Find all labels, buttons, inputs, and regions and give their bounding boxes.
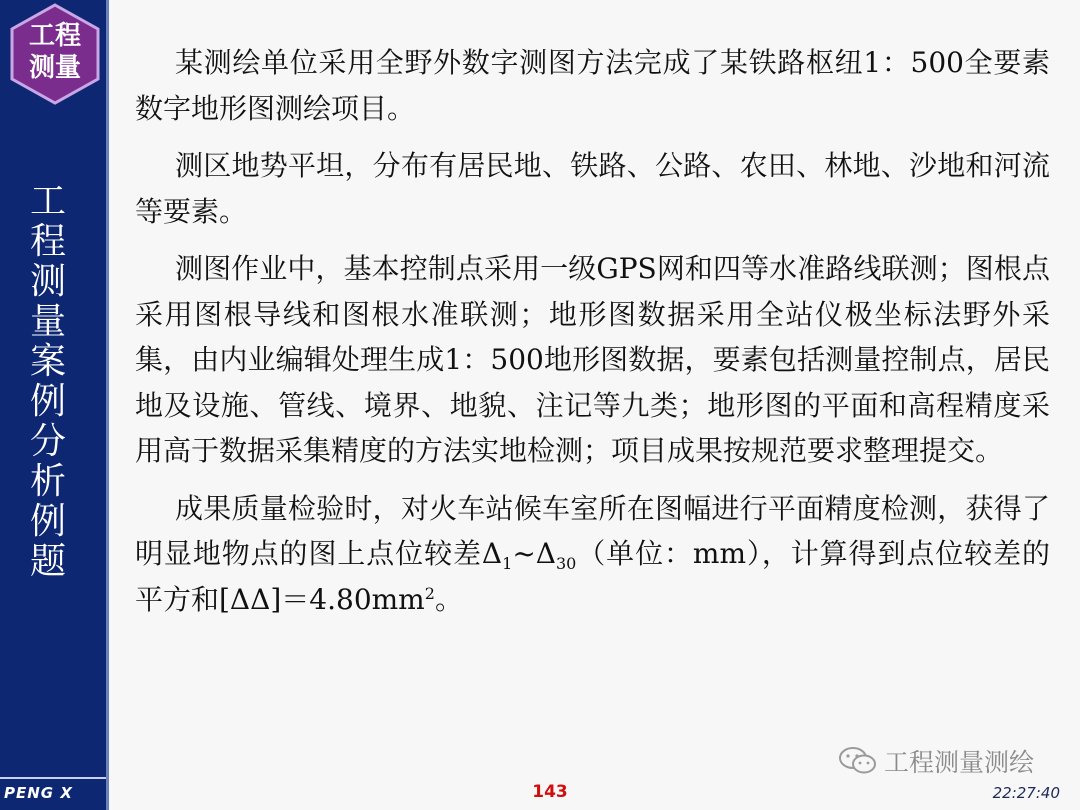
paragraph-4-text-d: 。 <box>434 582 463 616</box>
paragraph-4 <box>135 486 1050 623</box>
badge-line-2: 测量 <box>28 53 81 83</box>
vertical-title-char: 例 <box>29 501 66 542</box>
badge-line-1: 工程 <box>28 21 81 51</box>
timestamp: 22:27:40 <box>992 784 1060 802</box>
vertical-title-char: 量 <box>29 301 66 342</box>
paragraph-4-text-c: （单位：mm），计算得到点位较差的平方和[ΔΔ]＝4.80mm <box>135 537 1050 616</box>
vertical-title <box>20 182 76 582</box>
watermark <box>838 744 1034 778</box>
superscript-2: 2 <box>424 583 435 603</box>
sidebar-edge <box>106 0 109 810</box>
vertical-title-char: 程 <box>29 221 66 262</box>
subscript-1: 1 <box>502 554 513 573</box>
vertical-title-char: 工 <box>29 181 66 222</box>
vertical-title-char: 案 <box>29 341 66 382</box>
paragraph-2: 测区地势平坦，分布有居民地、铁路、公路、农田、林地、沙地和河流等要素。 <box>135 149 1050 228</box>
subscript-30: 30 <box>556 554 577 573</box>
vertical-title-char: 测 <box>29 261 66 302</box>
vertical-title-char: 分 <box>29 421 66 462</box>
paragraph-4-text-a: 成果质量检验时，对火车站候车室所在图幅进行平面精度检测，获得了明显地物点的图上点位较差Δ <box>135 491 1050 570</box>
watermark-text: 工程测量测绘 <box>884 748 1035 777</box>
slide-body <box>135 40 1050 634</box>
author-label: PENG X <box>4 784 73 802</box>
wechat-icon <box>838 745 878 777</box>
vertical-title-char: 析 <box>29 461 66 502</box>
badge-text <box>10 20 100 84</box>
footer-divider <box>0 777 106 779</box>
paragraph-4-text-b: ~Δ <box>512 537 556 570</box>
vertical-title-char: 例 <box>29 381 66 422</box>
vertical-title-char: 题 <box>29 541 66 582</box>
page-number: 143 <box>532 782 568 802</box>
paragraph-1: 某测绘单位采用全野外数字测图方法完成了某铁路枢纽1：500全要素数字地形图测绘项目。 <box>135 46 1050 125</box>
paragraph-3: 测图作业中，基本控制点采用一级GPS网和四等水准路线联测；图根点采用图根导线和图根水准联测；地形图数据采用全站仪极坐标法野外采集，由内业编辑处理生成1：500地形图数据，要素包括测量控制点，居民地及设施、管线、境界、地貌、注记等九类；地形图的平面和高程精度采用高于数据采集精度的方法实地检测；项目成果按规范要求整理提交。 <box>135 252 1050 467</box>
